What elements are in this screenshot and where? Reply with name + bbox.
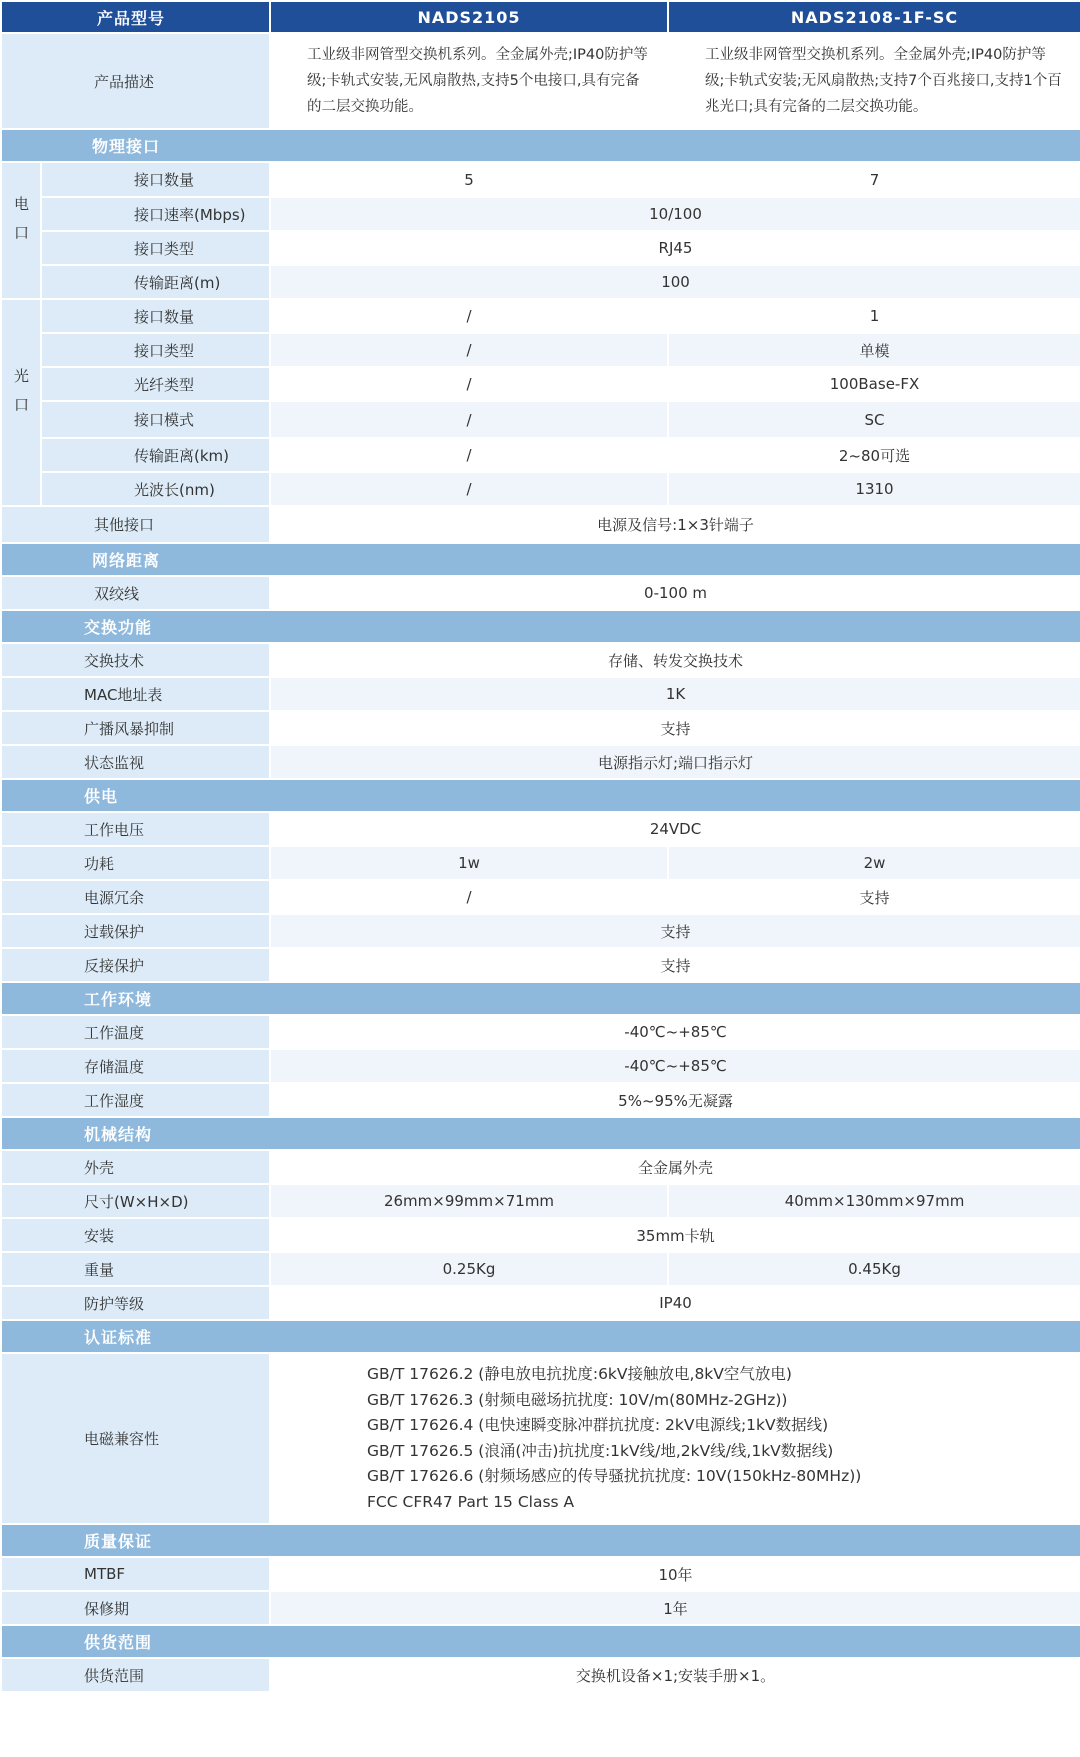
broadcast-storm-row [2,712,1080,744]
size-row [2,1185,1080,1217]
twisted-pair-label: 双绞线 [2,577,269,609]
optical-wavelength-b: 1310 [669,473,1080,505]
optical-count-label: 接口数量 [42,300,269,332]
emc-standard-5: GB/T 17626.6 (射频场感应的传导骚扰抗扰度: 10V(150kHz-80MHz)) [367,1467,862,1485]
optical-mode-label: 接口模式 [42,402,269,437]
shell-row [2,1151,1080,1183]
supply-label: 供货范围 [2,1659,269,1691]
reverse-label: 反接保护 [2,949,269,981]
optical-fiber-label: 光纤类型 [42,368,269,400]
humidity-label: 工作湿度 [2,1084,269,1116]
mtbf-value: 10年 [271,1558,1080,1590]
electric-speed-label: 接口速率(Mbps) [42,198,269,230]
electric-type-value: RJ45 [271,232,1080,264]
shell-label: 外壳 [2,1151,269,1183]
st-temp-label: 存储温度 [2,1050,269,1082]
optical-fiber-row [2,368,1080,400]
overload-label: 过载保护 [2,915,269,947]
description-label: 产品描述 [2,34,269,128]
header-row [2,2,1080,32]
optical-group-text: 光口 [12,367,30,426]
section-physical-title: 物理接口 [2,130,1080,161]
weight-row [2,1253,1080,1285]
section-physical [2,130,1080,161]
switch-tech-label: 交换技术 [2,644,269,676]
optical-type-label: 接口类型 [42,334,269,366]
op-temp-value: -40℃~+85℃ [271,1016,1080,1048]
humidity-row [2,1084,1080,1116]
supply-row [2,1659,1080,1691]
consumption-b: 2w [669,847,1080,879]
weight-label: 重量 [2,1253,269,1285]
reverse-value: 支持 [271,949,1080,981]
optical-wavelength-a: / [271,473,667,505]
section-supply-title: 供货范围 [2,1626,1080,1657]
twisted-pair-value: 0-100 m [271,577,1080,609]
optical-fiber-b: 100Base-FX [669,368,1080,400]
redundancy-b: 支持 [669,881,1080,913]
section-power [2,780,1080,811]
electric-distance-label: 传输距离(m) [42,266,269,298]
broadcast-storm-label: 广播风暴抑制 [2,712,269,744]
status-monitor-row [2,746,1080,778]
overload-row [2,915,1080,947]
electric-distance-row [2,266,1080,298]
electric-type-row [2,232,1080,264]
emc-label: 电磁兼容性 [2,1354,269,1523]
protection-row [2,1287,1080,1319]
redundancy-row [2,881,1080,913]
electric-count-a: 5 [271,163,667,196]
section-mechanical-title: 机械结构 [2,1118,1080,1149]
switch-tech-value: 存储、转发交换技术 [271,644,1080,676]
electric-count-label: 接口数量 [42,163,269,196]
description-a: 工业级非网管型交换机系列。全金属外壳;IP40防护等级;卡轨式安装,无风扇散热,支持5个电接口,具有完备的二层交换功能。 [271,34,667,128]
voltage-value: 24VDC [271,813,1080,845]
weight-b: 0.45Kg [669,1253,1080,1285]
op-temp-label: 工作温度 [2,1016,269,1048]
optical-mode-row [2,402,1080,437]
warranty-value: 1年 [271,1592,1080,1624]
electric-speed-row [2,198,1080,230]
electric-group-label [2,163,40,298]
electric-count-b: 7 [669,163,1080,196]
section-switching [2,611,1080,642]
mac-table-label: MAC地址表 [2,678,269,710]
reverse-row [2,949,1080,981]
electric-group-text: 电口 [12,195,30,254]
optical-fiber-a: / [271,368,667,400]
emc-standard-3: GB/T 17626.4 (电快速瞬变脉冲群抗扰度: 2kV电源线;1kV数据线) [367,1416,829,1434]
size-a: 26mm×99mm×71mm [271,1185,667,1217]
size-b: 40mm×130mm×97mm [669,1185,1080,1217]
electric-count-row [2,163,1080,196]
section-switching-title: 交换功能 [2,611,1080,642]
twisted-pair-row [2,577,1080,609]
status-monitor-value: 电源指示灯;端口指示灯 [271,746,1080,778]
redundancy-a: / [271,881,667,913]
optical-wavelength-label: 光波长(nm) [42,473,269,505]
warranty-row [2,1592,1080,1624]
mac-table-row [2,678,1080,710]
emc-standards [271,1354,1080,1523]
redundancy-label: 电源冗余 [2,881,269,913]
optical-mode-b: SC [669,402,1080,437]
humidity-value: 5%~95%无凝露 [271,1084,1080,1116]
other-interface-value: 电源及信号:1×3针端子 [271,507,1080,542]
emc-standard-1: GB/T 17626.2 (静电放电抗扰度:6kV接触放电,8kV空气放电) [367,1365,792,1383]
shell-value: 全金属外壳 [271,1151,1080,1183]
mtbf-label: MTBF [2,1558,269,1590]
weight-a: 0.25Kg [271,1253,667,1285]
optical-distance-label: 传输距离(km) [42,439,269,471]
consumption-label: 功耗 [2,847,269,879]
section-certification [2,1321,1080,1352]
electric-speed-value: 10/100 [271,198,1080,230]
status-monitor-label: 状态监视 [2,746,269,778]
emc-standard-2: GB/T 17626.3 (射频电磁场抗扰度: 10V/m(80MHz-2GHz)) [367,1390,788,1409]
optical-distance-a: / [271,439,667,471]
other-interface-label: 其他接口 [2,507,269,542]
section-environment-title: 工作环境 [2,983,1080,1014]
section-quality-title: 质量保证 [2,1525,1080,1556]
warranty-label: 保修期 [2,1592,269,1624]
optical-type-a: / [271,334,667,366]
other-interface-row [2,507,1080,542]
voltage-label: 工作电压 [2,813,269,845]
install-row [2,1219,1080,1251]
description-b: 工业级非网管型交换机系列。全金属外壳;IP40防护等级;卡轨式安装;无风扇散热;支持7个百兆接口,支持1个百兆光口;具有完备的二层交换功能。 [669,34,1080,128]
switch-tech-row [2,644,1080,676]
electric-distance-value: 100 [271,266,1080,298]
optical-type-b: 单模 [669,334,1080,366]
section-supply [2,1626,1080,1657]
section-environment [2,983,1080,1014]
optical-distance-b: 2~80可选 [669,439,1080,471]
size-label: 尺寸(W×H×D) [2,1185,269,1217]
protection-label: 防护等级 [2,1287,269,1319]
optical-count-b: 1 [669,300,1080,332]
optical-count-a: / [271,300,667,332]
optical-mode-a: / [271,402,667,437]
section-power-title: 供电 [2,780,1080,811]
section-network [2,544,1080,575]
header-model-b: NADS2108-1F-SC [669,2,1080,32]
section-certification-title: 认证标准 [2,1321,1080,1352]
description-row [2,34,1080,128]
section-mechanical [2,1118,1080,1149]
consumption-row [2,847,1080,879]
optical-group-label [2,300,40,505]
install-label: 安装 [2,1219,269,1251]
emc-standard-4: GB/T 17626.5 (浪涌(冲击)抗扰度:1kV线/地,2kV线/线,1kV数据线) [367,1441,834,1460]
header-model-a: NADS2105 [271,2,667,32]
mac-table-value: 1K [271,678,1080,710]
emc-standard-6: FCC CFR47 Part 15 Class A [367,1492,575,1511]
consumption-a: 1w [271,847,667,879]
optical-type-row [2,334,1080,366]
mtbf-row [2,1558,1080,1590]
st-temp-value: -40℃~+85℃ [271,1050,1080,1082]
header-label: 产品型号 [2,2,269,32]
electric-type-label: 接口类型 [42,232,269,264]
optical-distance-row [2,439,1080,471]
section-quality [2,1525,1080,1556]
op-temp-row [2,1016,1080,1048]
section-network-title: 网络距离 [2,544,1080,575]
st-temp-row [2,1050,1080,1082]
broadcast-storm-value: 支持 [271,712,1080,744]
protection-value: IP40 [271,1287,1080,1319]
overload-value: 支持 [271,915,1080,947]
supply-value: 交换机设备×1;安装手册×1。 [271,1659,1080,1691]
emc-row [2,1354,1080,1523]
install-value: 35mm卡轨 [271,1219,1080,1251]
voltage-row [2,813,1080,845]
optical-count-row [2,300,1080,332]
optical-wavelength-row [2,473,1080,505]
